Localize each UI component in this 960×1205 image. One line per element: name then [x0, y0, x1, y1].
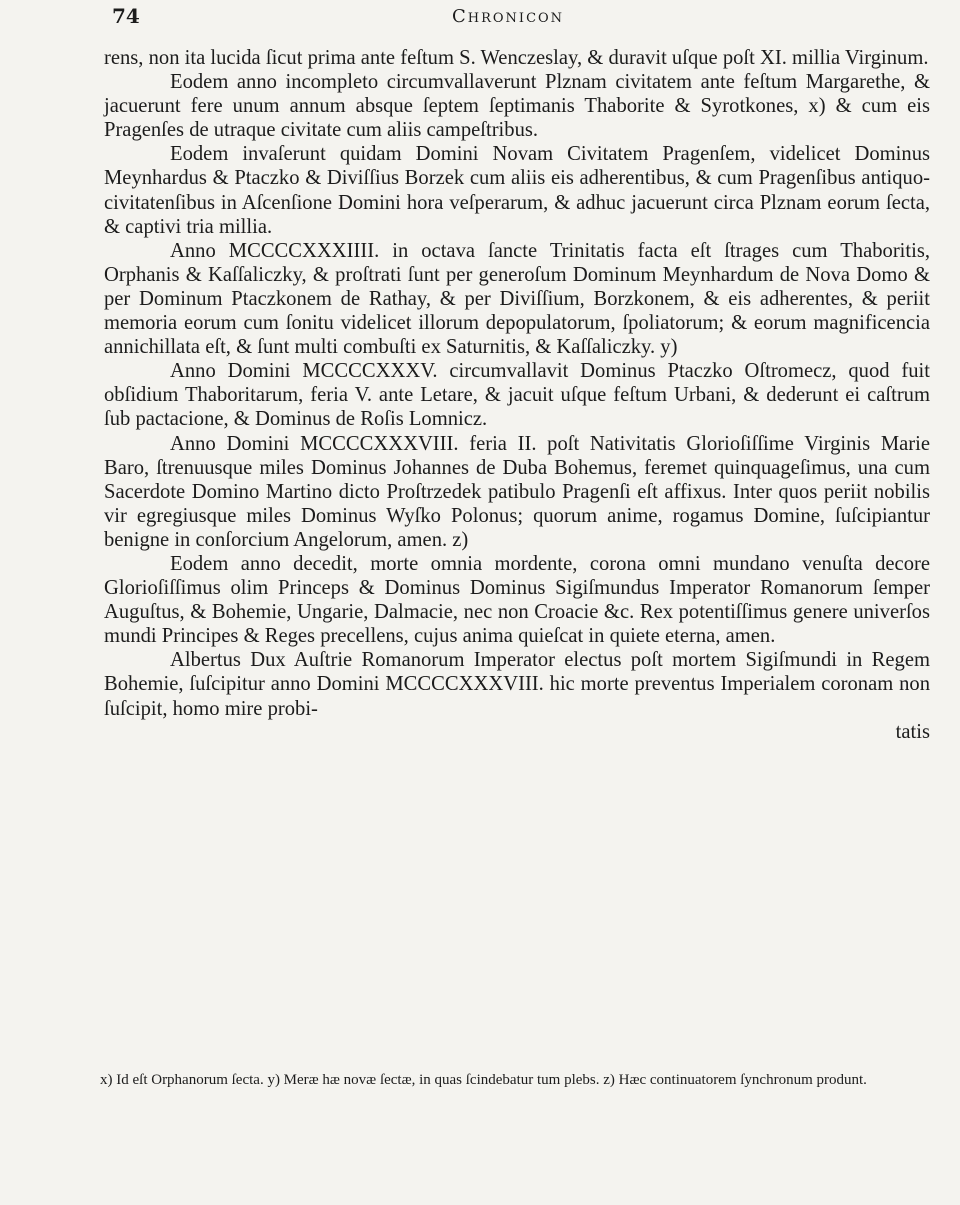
paragraph-nova-civitas: Eodem invaſerunt quidam Domini Novam Civitatem Pragenſem, videlicet Dominus Meynhardus & Ptaczko & Diviſſius Borzek cum aliis eis adherentibus, & cum Pragenſibus antiquo-civitatenſibus in Aſcenſione Domini hora veſperarum, & adhuc jacuerunt circa Plznam eorum ſecta, & captivi tria millia.	[104, 143, 930, 238]
paragraph-albertus: Albertus Dux Auſtrie Romanorum Imperator electus poſt mortem Sigiſmundi in Regem Bohemie, ſuſcipitur anno Domini MCCCCXXXVIII. hic morte preventus Imperialem coronam non ſuſcipit, homo mire probi-	[104, 649, 930, 720]
paragraph-1434: Anno MCCCCXXXIIII. in octava ſancte Trinitatis facta eſt ſtrages cum Thaboritis, Orphanis & Kaſſaliczky, & proſtrati ſunt per generoſum Dominum Meynhardum de Nova Domo & per Dominum Ptaczkonem de Rathay, & per Diviſſium, Borzkonem, & eis adherentes, & periit memoria eorum cum ſonitu videlicet illorum depopulatorum, ſpoliatorum; & eorum magnificencia annichillata eſt, & ſunt multi combuſti ex Saturnitis, & Kaſſaliczky. y)	[104, 239, 930, 359]
page-number: 74	[112, 4, 140, 28]
page-header	[112, 4, 932, 34]
main-text	[104, 46, 930, 744]
paragraph-plzna-siege: Eodem anno incompleto circumvallaverunt Plznam civitatem ante feſtum Margarethe, & jacuerunt fere unum annum absque ſeptem ſeptimanis Thaborite & Syrotkones, x) & cum eis Pragenſes de utraque civitate cum aliis campeſtribus.	[104, 71, 930, 142]
paragraph-sigismund: Eodem anno decedit, morte omnia mordente, corona omni mundano venuſta decore Glorioſiſſimus olim Princeps & Dominus Dominus Sigiſmundus Imperator Romanorum ſemper Auguſtus, & Bohemie, Ungarie, Dalmacie, nec non Croacie &c. Rex potentiſſimus genere univerſos mundi Principes & Reges precellens, cujus anima quieſcat in quiete eterna, amen.	[104, 552, 930, 648]
footnote-text: x) Id eſt Orphanorum ſecta. y) Meræ hæ novæ ſectæ, in quas ſcindebatur tum plebs. z) Hæc continuatorem ſynchronum produnt.	[100, 1072, 867, 1088]
paragraph-end-word: tatis	[895, 720, 930, 743]
paragraph-1438: Anno Domini MCCCCXXXVIII. feria II. poſt Nativitatis Glorioſiſſime Virginis Marie Baro, ſtrenuusque miles Dominus Johannes de Duba Bohemus, feremet quinquageſimus, una cum Sacerdote Domino Martino dicto Proſtrzedek patibulo Pragenſi eſt affixus. Inter quos periit nobilis vir egregiusque miles Dominus Wyſko Polonus; quorum anime, rogamus Domine, ſuſcipiantur benigne in conſorcium Angelorum, amen. z)	[104, 432, 930, 551]
paragraph-continuation: rens, non ita lucida ſicut prima ante feſtum S. Wenczeslay, & duravit uſque poſt XI. millia Virginum.	[104, 47, 929, 69]
footnotes	[100, 1070, 930, 1091]
paragraph-1435: Anno Domini MCCCCXXXV. circumvallavit Dominus Ptaczko Oſtromecz, quod fuit obſidium Thaboritarum, feria V. ante Letare, & jacuit uſque feſtum Urbani, & dederunt ei caſtrum ſub pactacione, & Dominus de Roſis Lomnicz.	[104, 360, 930, 431]
running-title: Chronicon	[452, 6, 565, 27]
